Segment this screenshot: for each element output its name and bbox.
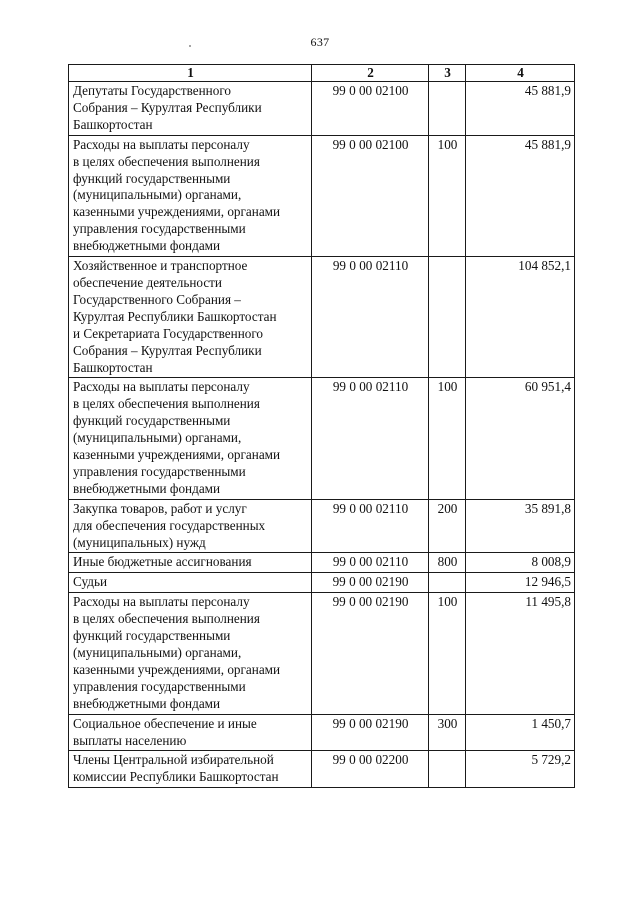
row-type-cell: 200 — [429, 499, 466, 553]
row-name-line: внебюджетными фондами — [73, 480, 221, 496]
table-row — [69, 82, 575, 136]
table-header-row — [69, 65, 575, 82]
row-name-line: (муниципальными) органами, — [73, 187, 242, 203]
row-code-cell: 99 0 00 02110 — [312, 257, 429, 378]
row-name-line: Закупка товаров, работ и услуг — [73, 500, 247, 516]
row-code-cell: 99 0 00 02100 — [312, 135, 429, 256]
row-name-cell — [69, 82, 312, 136]
row-amount-cell: 1 450,7 — [466, 714, 575, 751]
row-name-line: управления государственными — [73, 678, 246, 694]
row-name-line: обеспечение деятельности — [73, 274, 222, 290]
row-name-cell — [69, 573, 312, 593]
row-name-line: Башкортостан — [73, 116, 153, 132]
row-name-line: управления государственными — [73, 221, 246, 237]
row-name-line: выплаты населению — [73, 732, 187, 748]
row-name-cell — [69, 257, 312, 378]
row-name-line: комиссии Республики Башкортостан — [73, 769, 279, 785]
column-header-type: 3 — [429, 65, 466, 82]
row-type-cell — [429, 573, 466, 593]
table-row — [69, 751, 575, 788]
row-name-line: функций государственными — [73, 628, 231, 644]
row-name-line: внебюджетными фондами — [73, 238, 221, 254]
row-name-cell — [69, 499, 312, 553]
row-name-line: управления государственными — [73, 463, 246, 479]
row-name-cell — [69, 751, 312, 788]
row-type-cell: 300 — [429, 714, 466, 751]
row-name-line: Депутаты Государственного — [73, 83, 232, 98]
row-name-line: функций государственными — [73, 413, 231, 429]
row-name-line: внебюджетными фондами — [73, 695, 221, 711]
row-name-cell — [69, 135, 312, 256]
table-row — [69, 378, 575, 499]
table-row — [69, 593, 575, 714]
row-type-cell — [429, 751, 466, 788]
table-row — [69, 573, 575, 593]
table-row — [69, 714, 575, 751]
budget-table — [68, 64, 575, 788]
row-amount-cell: 45 881,9 — [466, 82, 575, 136]
row-name-line: казенными учреждениями, органами — [73, 447, 281, 463]
row-name-line: Расходы на выплаты персоналу — [73, 136, 250, 152]
scan-speck — [189, 45, 191, 47]
row-name-line: Собрания – Курултая Республики — [73, 342, 262, 358]
row-name-line: казенными учреждениями, органами — [73, 204, 281, 220]
row-name-cell — [69, 593, 312, 714]
row-type-cell — [429, 82, 466, 136]
row-code-cell: 99 0 00 02190 — [312, 573, 429, 593]
column-header-code: 2 — [312, 65, 429, 82]
row-name-line: Члены Центральной избирательной — [73, 752, 274, 768]
row-amount-cell: 11 495,8 — [466, 593, 575, 714]
row-code-cell: 99 0 00 02110 — [312, 553, 429, 573]
row-code-cell: 99 0 00 02200 — [312, 751, 429, 788]
row-code-cell: 99 0 00 02190 — [312, 714, 429, 751]
row-name-line: Судьи — [73, 574, 108, 590]
table-row — [69, 257, 575, 378]
row-amount-cell: 12 946,5 — [466, 573, 575, 593]
row-name-line: в целях обеспечения выполнения — [73, 611, 260, 627]
row-type-cell: 800 — [429, 553, 466, 573]
row-code-cell: 99 0 00 02110 — [312, 378, 429, 499]
page-number: 637 — [310, 35, 330, 49]
row-code-cell: 99 0 00 02190 — [312, 593, 429, 714]
row-amount-cell: 45 881,9 — [466, 135, 575, 256]
row-type-cell: 100 — [429, 378, 466, 499]
row-type-cell: 100 — [429, 135, 466, 256]
row-name-line: и Секретариата Государственного — [73, 325, 264, 341]
row-name-cell — [69, 714, 312, 751]
row-amount-cell: 5 729,2 — [466, 751, 575, 788]
row-name-line: (муниципальных) нужд — [73, 534, 206, 550]
row-name-line: Социальное обеспечение и иные — [73, 715, 257, 731]
row-name-cell — [69, 553, 312, 573]
column-header-name: 1 — [69, 65, 312, 82]
row-amount-cell: 8 008,9 — [466, 553, 575, 573]
row-name-line: Курултая Республики Башкортостан — [73, 308, 277, 324]
row-name-line: (муниципальными) органами, — [73, 430, 242, 446]
row-name-line: Государственного Собрания – — [73, 291, 241, 307]
row-name-line: Расходы на выплаты персоналу — [73, 594, 250, 610]
row-name-cell — [69, 378, 312, 499]
row-name-line: в целях обеспечения выполнения — [73, 396, 260, 412]
row-name-line: Собрания – Курултая Республики — [73, 99, 262, 115]
table-row — [69, 499, 575, 553]
row-name-line: Башкортостан — [73, 359, 153, 375]
table-row — [69, 553, 575, 573]
table-body — [69, 82, 575, 788]
table-row — [69, 135, 575, 256]
row-name-line: (муниципальными) органами, — [73, 645, 242, 660]
row-name-line: казенными учреждениями, органами — [73, 661, 281, 677]
row-code-cell: 99 0 00 02100 — [312, 82, 429, 136]
row-name-line: Иные бюджетные ассигнования — [73, 554, 252, 570]
row-type-cell — [429, 257, 466, 378]
row-name-line: функций государственными — [73, 170, 231, 186]
row-amount-cell: 60 951,4 — [466, 378, 575, 499]
row-code-cell: 99 0 00 02110 — [312, 499, 429, 553]
row-type-cell: 100 — [429, 593, 466, 714]
row-name-line: Расходы на выплаты персоналу — [73, 379, 250, 395]
column-header-amount: 4 — [466, 65, 575, 82]
row-amount-cell: 104 852,1 — [466, 257, 575, 378]
row-amount-cell: 35 891,8 — [466, 499, 575, 553]
row-name-line: Хозяйственное и транспортное — [73, 258, 248, 274]
row-name-line: для обеспечения государственных — [73, 517, 266, 533]
row-name-line: в целях обеспечения выполнения — [73, 153, 260, 169]
